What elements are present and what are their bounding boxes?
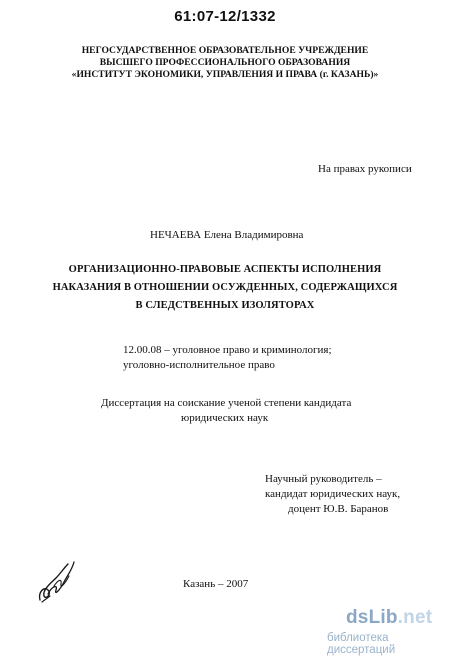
supervisor-line-1: Научный руководитель –	[265, 473, 382, 485]
signature-scribble	[34, 556, 82, 606]
institution-line-1: НЕГОСУДАРСТВЕННОЕ ОБРАЗОВАТЕЛЬНОЕ УЧРЕЖДЕНИЕ	[81, 45, 369, 56]
city-and-year: Казань – 2007	[183, 578, 249, 590]
degree-line-2: юридических наук	[181, 412, 269, 424]
supervisor-line-2: кандидат юридических наук,	[265, 488, 401, 500]
supervisor-line-3: доцент Ю.В. Баранов	[288, 503, 389, 515]
specialty-line-2: уголовно-исполнительное право	[123, 359, 275, 371]
document-code: 61:07-12/1332	[174, 8, 276, 25]
author-name: НЕЧАЕВА Елена Владимировна	[150, 229, 304, 241]
handwritten-signature	[34, 556, 82, 611]
watermark-logo-main: dsLib	[346, 607, 398, 628]
thesis-title-line-1: ОРГАНИЗАЦИОННО-ПРАВОВЫЕ АСПЕКТЫ ИСПОЛНЕНИЯ	[68, 264, 382, 275]
specialty-line-1: 12.00.08 – уголовное право и криминология;	[123, 344, 332, 356]
dslib-watermark-tagline: библиотека диссертаций	[327, 632, 396, 656]
thesis-title-line-3: В СЛЕДСТВЕННЫХ ИЗОЛЯТОРАХ	[135, 300, 315, 311]
institution-line-2: ВЫСШЕГО ПРОФЕССИОНАЛЬНОГО ОБРАЗОВАНИЯ	[99, 57, 351, 68]
watermark-logo-suffix: .net	[397, 607, 433, 628]
degree-line-1: Диссертация на соискание ученой степени кандидата	[101, 397, 352, 409]
dslib-watermark-logo	[346, 607, 432, 629]
manuscript-rights-note: На правах рукописи	[318, 163, 412, 175]
thesis-title-line-2: НАКАЗАНИЯ В ОТНОШЕНИИ ОСУЖДЕННЫХ, СОДЕРЖАЩИХСЯ	[52, 282, 398, 293]
institution-line-3: «ИНСТИТУТ ЭКОНОМИКИ, УПРАВЛЕНИЯ И ПРАВА (г. КАЗАНЬ)»	[71, 69, 379, 80]
